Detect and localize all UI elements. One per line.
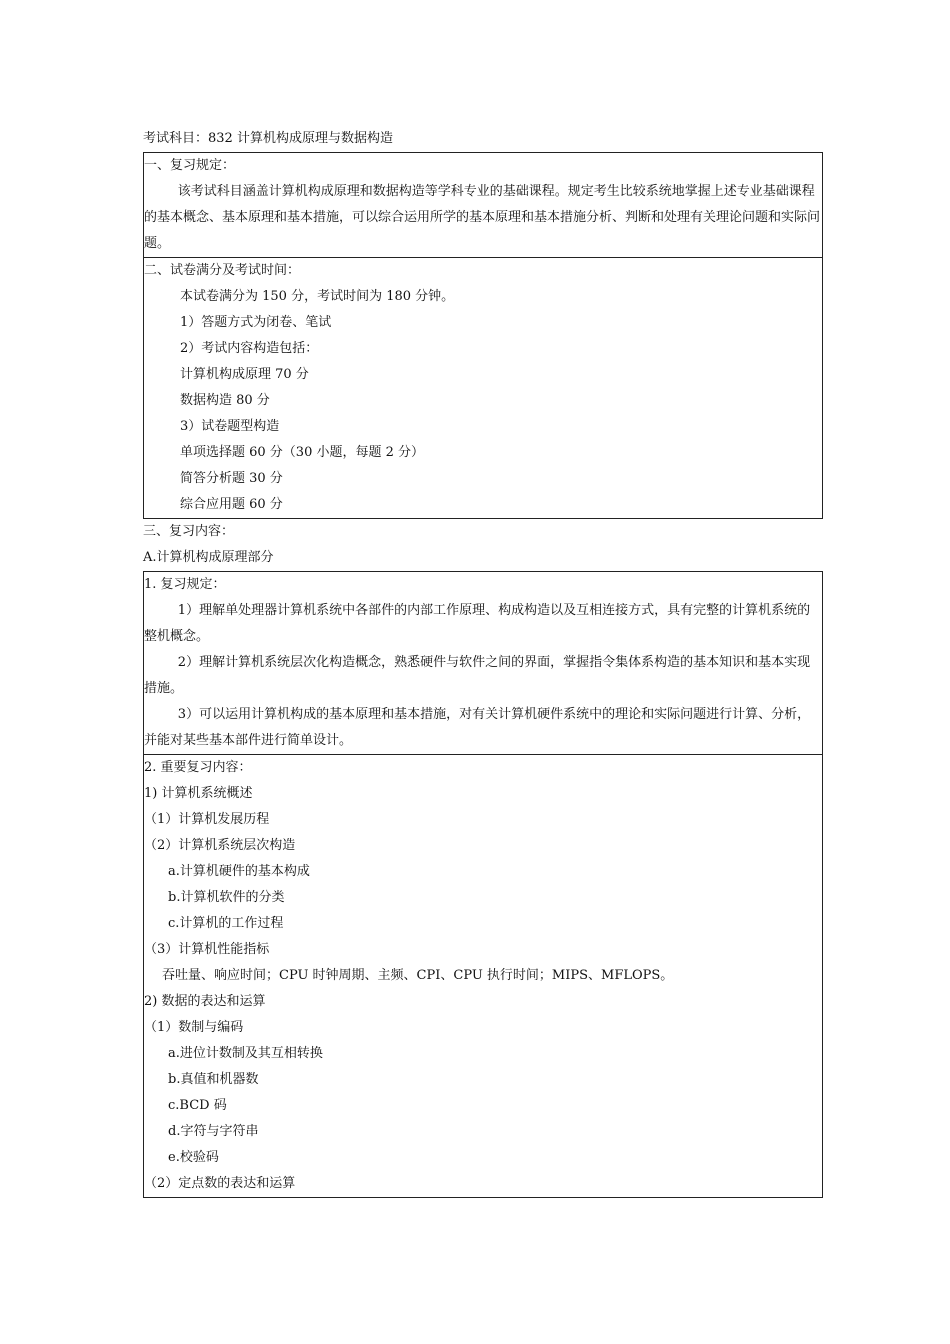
exam-info-line: 1）答题方式为闭卷、笔试 <box>180 315 332 330</box>
section1-title: 一、复习规定： <box>144 158 236 173</box>
section3-title: 三、复习内容： <box>143 524 235 539</box>
review-requirements-box <box>143 152 823 258</box>
requirement-paragraph: 1）理解单处理器计算机系统中各部件的内部工作原理、构成构造以及互相连接方式，具有完整的计算机系统的整机概念。 <box>144 603 811 644</box>
exam-info-line: 计算机构成原理 70 分 <box>180 367 309 382</box>
section1-paragraph: 该考试科目涵盖计算机构成原理和数据构造等学科专业的基础课程。规定考生比较系统地掌握上述专业基础课程的基本概念、基本原理和基本措施，可以综合运用所学的基本原理和基本措施分析、判断和处理有关理论问题和实际问题。 <box>144 184 821 251</box>
exam-info-line: 3）试卷题型构造 <box>180 419 280 434</box>
exam-info-line: 本试卷满分为 150 分，考试时间为 180 分钟。 <box>180 289 455 304</box>
content-line: e.校验码 <box>168 1150 219 1165</box>
content-line: b.计算机软件的分类 <box>168 890 285 905</box>
exam-subject: 考试科目：832 计算机构成原理与数据构造 <box>143 131 393 146</box>
content-line: （2）定点数的表达和运算 <box>144 1176 296 1191</box>
exam-info-line: 简答分析题 30 分 <box>180 471 283 486</box>
content-line: c.BCD 码 <box>168 1098 227 1113</box>
content-line: 2) 数据的表达和运算 <box>144 994 266 1009</box>
content-line: （1）计算机发展历程 <box>144 812 270 827</box>
content-line: （2）计算机系统层次构造 <box>144 838 296 853</box>
requirements-title: 1. 复习规定： <box>144 577 226 592</box>
document-page <box>143 126 823 1198</box>
part-a-title: A.计算机构成原理部分 <box>143 550 274 565</box>
exam-info-line: 综合应用题 60 分 <box>180 497 283 512</box>
content-line: （3）计算机性能指标 <box>144 942 270 957</box>
exam-info-line: 2）考试内容构造包括： <box>180 341 319 356</box>
content-line: b.真值和机器数 <box>168 1072 259 1087</box>
requirement-paragraph: 2）理解计算机系统层次化构造概念，熟悉硬件与软件之间的界面，掌握指令集体系构造的基本知识和基本实现措施。 <box>144 655 811 696</box>
content-line: 1) 计算机系统概述 <box>144 786 253 801</box>
content-line: c.计算机的工作过程 <box>168 916 284 931</box>
requirement-paragraph: 3）可以运用计算机构成的基本原理和基本措施，对有关计算机硬件系统中的理论和实际问题进行计算、分析，并能对某些基本部件进行简单设计。 <box>144 707 811 748</box>
content-line: a.计算机硬件的基本构成 <box>168 864 310 879</box>
content-line: 吞吐量、响应时间；CPU 时钟周期、主频、CPI、CPU 执行时间；MIPS、MFLOPS。 <box>162 968 674 983</box>
main-content-box <box>143 755 823 1198</box>
exam-info-box <box>143 258 823 519</box>
exam-info-line: 数据构造 80 分 <box>180 393 270 408</box>
section2-title: 二、试卷满分及考试时间： <box>144 263 301 278</box>
content-line: a.进位计数制及其互相转换 <box>168 1046 323 1061</box>
exam-info-line: 单项选择题 60 分（30 小题，每题 2 分） <box>180 445 425 460</box>
content-line: d.字符与字符串 <box>168 1124 259 1139</box>
part-a-requirements-box <box>143 571 823 755</box>
content-line: （1）数制与编码 <box>144 1020 244 1035</box>
content-title: 2. 重要复习内容： <box>144 760 252 775</box>
